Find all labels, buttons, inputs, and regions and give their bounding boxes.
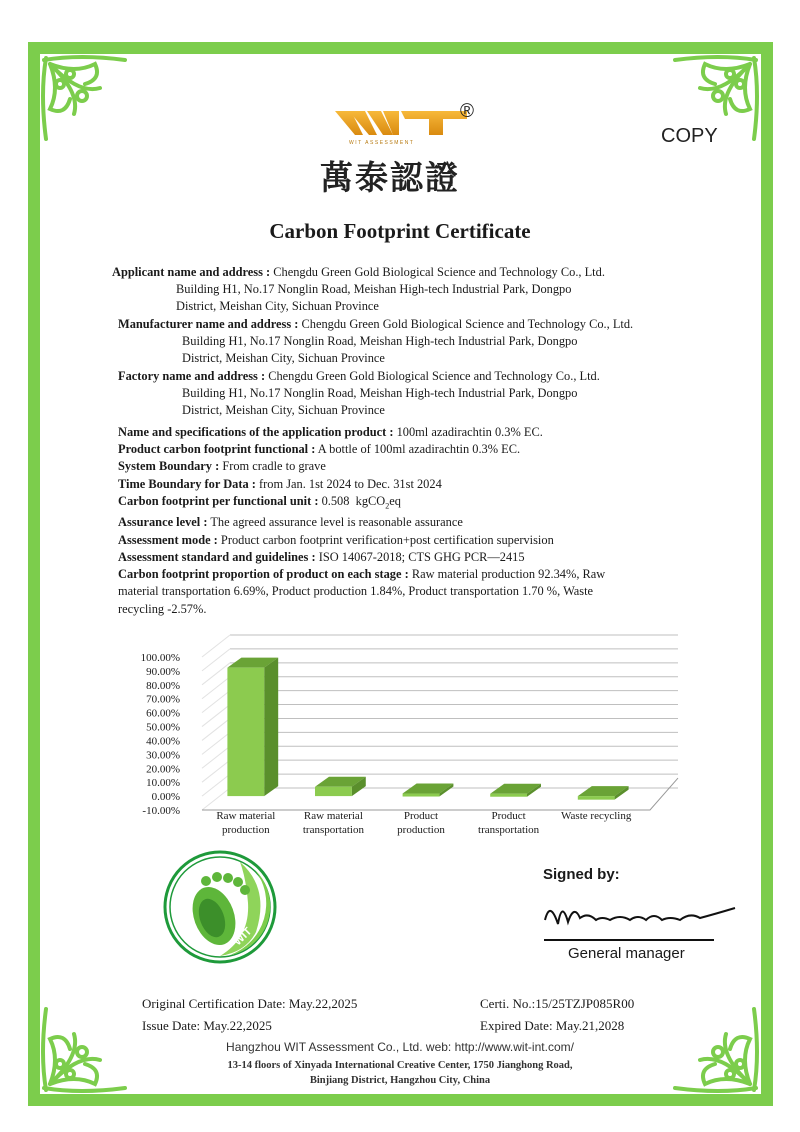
issuer-address-line: Binjiang District, Hangzhou City, China (309, 1075, 491, 1086)
side-gridline (202, 649, 230, 671)
logo-subtitle: WIT ASSESSMENT (349, 140, 415, 146)
signature-line (544, 939, 714, 941)
product-name-label: Name and specifications of the application product : (118, 425, 394, 439)
bar-top (403, 784, 454, 794)
x-tick-label: transportation (478, 824, 540, 836)
time-boundary-value: from Jan. 1st 2024 to Dec. 31st 2024 (259, 476, 442, 491)
issuer-address (0, 1058, 800, 1088)
svg-text:WIT: WIT (231, 925, 255, 949)
details-section (118, 424, 605, 618)
issuer-address-line: 13-14 floors of Xinyada International Creative Center, 1750 Jianghong Road, (227, 1060, 573, 1071)
functional-label: Product carbon footprint functional : (118, 442, 316, 457)
chinese-company-name: 萬泰認證 (320, 158, 460, 197)
bar-top (490, 784, 541, 794)
side-gridline (202, 691, 230, 713)
system-boundary-label: System Boundary : (118, 459, 220, 474)
x-tick-label: production (221, 824, 270, 836)
y-tick-label: -10.00% (142, 805, 180, 817)
side-gridline (202, 705, 230, 727)
product-name-value: 100ml azadirachtin 0.3% EC. (396, 425, 543, 439)
proportion-label: Carbon footprint proportion of product on each stage : (118, 567, 409, 582)
x-tick-label: transportation (302, 824, 364, 836)
y-tick-label: 10.00% (146, 777, 180, 790)
applicant-section (112, 264, 605, 316)
manufacturer-section (118, 316, 633, 368)
y-tick-label: 100.00% (140, 652, 180, 664)
signed-by-label: Signed by: (543, 866, 620, 883)
y-tick-label: 30.00% (146, 749, 180, 762)
y-tick-label: 60.00% (146, 707, 180, 720)
factory-line: District, Meishan City, Sichuan Province (182, 403, 385, 418)
expired-date: Expired Date: May.21,2028 (480, 1018, 625, 1033)
applicant-line: District, Meishan City, Sichuan Province (176, 299, 379, 314)
y-tick-label: 80.00% (146, 679, 180, 692)
per-unit-unit: kgCO$_2$eq (355, 493, 401, 511)
time-boundary-label: Time Boundary for Data : (118, 476, 256, 491)
applicant-line: Building H1, No.17 Nonglin Road, Meishan High-tech Industrial Park, Dongpo (176, 282, 572, 297)
assurance-label: Assurance level : (118, 515, 208, 530)
stage-proportion-chart (120, 630, 700, 845)
signer-role: General manager (568, 945, 685, 962)
factory-line: Building H1, No.17 Nonglin Road, Meishan High-tech Industrial Park, Dongpo (182, 386, 578, 401)
proportion-value: Raw material production 92.34%, Raw (411, 567, 606, 582)
y-tick-label: 20.00% (146, 763, 180, 776)
x-tick-label: Raw material (303, 810, 363, 822)
manufacturer-line: District, Meishan City, Sichuan Province (182, 351, 385, 366)
x-tick-label: Product (491, 810, 526, 822)
factory-line: Chengdu Green Gold Biological Science and Technology Co., Ltd. (268, 369, 600, 383)
side-gridline (202, 774, 230, 796)
x-tick-label: Product (403, 810, 439, 822)
factory-section (118, 368, 600, 420)
per-unit-label: Carbon footprint per functional unit : (118, 493, 319, 508)
issue-date: Issue Date: May.22,2025 (142, 1018, 272, 1033)
cert-number: Certi. No.:15/25TZJP085R00 (480, 996, 635, 1011)
per-unit-value: 0.508 (321, 493, 350, 508)
side-gridline (202, 677, 230, 699)
side-gridline (202, 746, 230, 768)
carbon-footprint-stamp-icon (160, 848, 280, 966)
system-boundary-value: From cradle to grave (222, 459, 326, 474)
bar-side (264, 658, 278, 796)
standard-label: Assessment standard and guidelines : (118, 549, 316, 564)
factory-label: Factory name and address : (118, 369, 266, 383)
manufacturer-line: Chengdu Green Gold Biological Science and Technology Co., Ltd. (301, 317, 634, 331)
chart-svg (120, 630, 700, 845)
x-tick-label: Raw material (216, 810, 276, 822)
copy-label: COPY (661, 125, 718, 147)
side-gridline (202, 635, 230, 657)
y-tick-label: 40.00% (146, 735, 180, 748)
y-tick-label: 50.00% (146, 721, 180, 734)
corner-ornament-icon (40, 54, 135, 149)
y-tick-label: 0.00% (151, 791, 180, 804)
bar (490, 794, 527, 797)
manufacturer-line: Building H1, No.17 Nonglin Road, Meishan High-tech Industrial Park, Dongpo (182, 334, 578, 349)
side-gridline (202, 788, 230, 810)
functional-value: A bottle of 100ml azadirachtin 0.3% EC. (317, 442, 521, 457)
proportion-value: material transportation 6.69%, Product production 1.84%, Product transportation 1.70 %, Waste (118, 584, 594, 599)
bar (227, 668, 264, 796)
proportion-value: recycling -2.57%. (118, 601, 207, 616)
applicant-line: Chengdu Green Gold Biological Science and Technology Co., Ltd. (273, 265, 605, 279)
side-gridline (202, 760, 230, 782)
applicant-label: Applicant name and address : (112, 265, 271, 279)
y-tick-label: 90.00% (146, 665, 180, 678)
x-tick-label: production (397, 824, 445, 836)
side-gridline (202, 663, 230, 685)
side-gridline (202, 718, 230, 740)
standard-value: ISO 14067-2018; CTS GHG PCR—2415 (318, 549, 525, 564)
y-tick-label: 70.00% (146, 693, 180, 706)
x-tick-label: Waste recycling (561, 810, 632, 822)
signature-icon (540, 890, 740, 940)
original-cert-date: Original Certification Date: May.22,2025 (142, 996, 358, 1011)
assurance-value: The agreed assurance level is reasonable assurance (210, 515, 463, 530)
certificate-title: Carbon Footprint Certificate (269, 219, 531, 243)
manufacturer-label: Manufacturer name and address : (118, 317, 299, 331)
bar (315, 787, 352, 796)
mode-label: Assessment mode : (118, 532, 218, 547)
registered-mark: ® (460, 101, 474, 122)
bar (578, 796, 615, 800)
mode-value: Product carbon footprint verification+post certification supervision (220, 532, 554, 547)
side-gridline (202, 732, 230, 754)
issuer-company: Hangzhou WIT Assessment Co., Ltd. web: http://www.wit-int.com/ (226, 1040, 574, 1054)
bar (403, 794, 440, 797)
